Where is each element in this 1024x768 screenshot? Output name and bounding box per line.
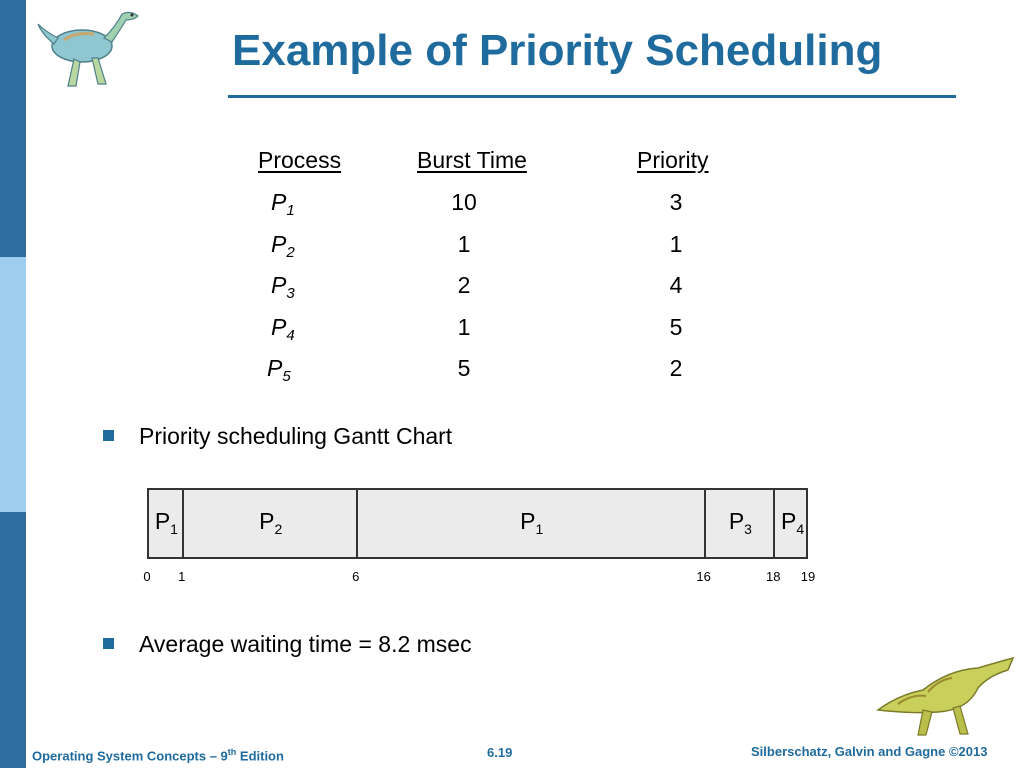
- burst-time-value: 1: [457, 314, 471, 340]
- bullet-average-waiting-time: Average waiting time = 8.2 msec: [139, 631, 472, 657]
- burst-time-value: 2: [457, 272, 471, 298]
- gantt-tick-label: 16: [696, 569, 711, 584]
- gantt-segment: [149, 490, 184, 557]
- gantt-chart: [147, 488, 808, 559]
- priority-value: 2: [669, 355, 683, 381]
- gantt-tick-label: 19: [800, 569, 816, 584]
- process-name: $P_3$: [271, 272, 295, 302]
- footer-page-number: 6.19: [487, 745, 513, 760]
- bullet-square-icon: [103, 430, 114, 441]
- gantt-tick-label: 6: [352, 569, 360, 584]
- gantt-segment-label: $P_1$: [154, 508, 178, 537]
- burst-time-value: 10: [451, 189, 477, 215]
- burst-time-value: 1: [457, 231, 471, 257]
- gantt-segment-label: $P_1$: [520, 508, 544, 537]
- bullet-square-icon: [103, 638, 114, 649]
- slide-title: Example of Priority Scheduling: [232, 26, 883, 75]
- priority-value: 1: [669, 231, 683, 257]
- gantt-tick-label: 1: [178, 569, 186, 584]
- gantt-tick-label: 0: [143, 569, 151, 584]
- priority-value: 3: [669, 189, 683, 215]
- dinosaur-footer-icon: [868, 640, 1018, 740]
- priority-value: 4: [669, 272, 683, 298]
- gantt-segment-label: $P_3$: [728, 508, 752, 537]
- process-name: $P_4$: [271, 314, 295, 344]
- column-header-priority: Priority: [637, 147, 709, 173]
- column-header-burst-time: Burst Time: [417, 147, 527, 173]
- gantt-segment: [358, 490, 706, 557]
- column-header-process: Process: [258, 147, 342, 173]
- gantt-segment: [775, 490, 810, 557]
- sidebar-band-bottom: [0, 512, 26, 768]
- bullet-gantt-heading: Priority scheduling Gantt Chart: [139, 423, 453, 449]
- process-name: $P_2$: [271, 231, 295, 261]
- footer-copyright: Silberschatz, Galvin and Gagne ©2013: [751, 744, 988, 759]
- burst-time-value: 5: [457, 355, 471, 381]
- gantt-segment-label: $P_4$: [781, 508, 805, 537]
- gantt-segment: [706, 490, 776, 557]
- footer-book-title: Operating System Concepts – 9th Edition: [32, 747, 284, 764]
- process-name: $P_1$: [271, 189, 295, 219]
- gantt-segment-label: $P_2$: [259, 508, 283, 537]
- gantt-segment: [184, 490, 358, 557]
- process-name: $P_5$: [267, 355, 291, 385]
- gantt-tick-label: 18: [765, 569, 781, 584]
- priority-value: 5: [669, 314, 683, 340]
